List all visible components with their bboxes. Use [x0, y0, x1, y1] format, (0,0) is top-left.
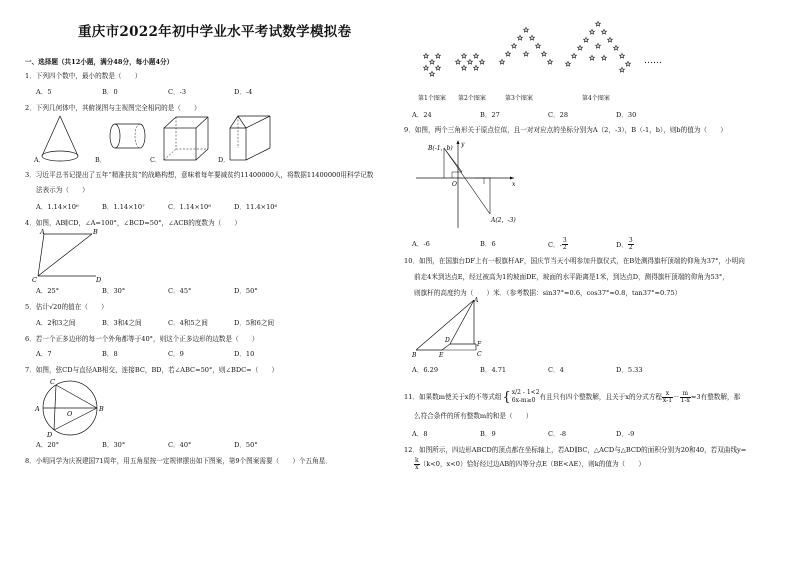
star-icon: [512, 43, 517, 48]
option-d: D．50°: [234, 441, 258, 449]
option-c: C．1.14×10⁸: [168, 203, 211, 211]
option-c-prefix: C．-: [548, 240, 562, 249]
question-11-line2: 么符合条件的所有整数m的和是（ ）: [414, 412, 533, 420]
minus-sign: －: [673, 392, 680, 401]
option-c: C．-3: [168, 88, 187, 96]
option-a: A．25°: [36, 287, 60, 295]
fraction-2: [680, 391, 691, 404]
point-d-label: D: [47, 431, 53, 438]
option-c: C．-8: [548, 430, 567, 438]
question-4: 4．如图，AB∥CD，∠A=100°，∠BCD=50°，∠ACB的度数为（ ）: [25, 219, 241, 227]
star-icon: [590, 55, 595, 60]
fraction-x: x: [415, 464, 419, 471]
star-icon: [456, 59, 461, 64]
inequality-1: x/2 - 1<2: [511, 389, 540, 396]
star-icon: [518, 35, 523, 40]
origin-o-label: O: [452, 181, 457, 188]
fraction-1: [662, 391, 673, 404]
question-1: 1．下列四个数中，最小的数是（ ）: [25, 72, 142, 80]
right-column: [398, 0, 794, 562]
point-c-label: C: [32, 276, 37, 284]
option-d: D．5.33: [616, 366, 643, 374]
star-icon: [572, 53, 577, 58]
question-4-figure: [30, 226, 110, 286]
star-icon: [626, 61, 631, 66]
star-icon: [474, 53, 479, 58]
option-a: A．7: [36, 350, 52, 358]
q11-stem-b: 有且只有四个整数解，且关于x的分式方程: [539, 392, 662, 401]
star-icon: [436, 53, 441, 58]
pattern-ellipsis: ……: [644, 56, 662, 66]
fraction-2-num: m: [680, 391, 691, 398]
star-icon: [524, 27, 529, 32]
question-10-line3: 则旗杆的高度约为（ ）米．（参考数据：sin37°≈0.6，cos37°≈0.8，tan37°≈0.75）: [414, 289, 682, 297]
option-d: [616, 238, 684, 251]
option-a: A．6.29: [412, 366, 439, 374]
point-a-label: A: [35, 405, 40, 413]
fraction-1-den: x-1: [662, 396, 673, 404]
option-a: A．24: [412, 111, 432, 119]
star-icon: [506, 51, 511, 56]
star-icon: [462, 65, 467, 70]
option-b: B．30°: [102, 287, 126, 295]
option-b: B．8: [102, 350, 118, 358]
option-c-num: 3: [562, 237, 567, 244]
question-3-options: [36, 203, 300, 211]
option-b: B．6: [480, 240, 496, 249]
center-o-label: O: [67, 410, 73, 418]
question-10-options: [412, 366, 684, 374]
star-icon: [430, 71, 435, 76]
point-d-label: D: [96, 276, 102, 284]
star-icon: [590, 29, 595, 34]
star-icon: [566, 61, 571, 66]
question-4-options: [36, 287, 300, 295]
star-icon: [584, 37, 589, 42]
inequality-system: [512, 389, 540, 405]
x-axis-label: x: [512, 181, 516, 188]
star-icon: [602, 55, 607, 60]
fraction-2-den: 1-x: [680, 396, 690, 404]
q11-stem-c: =3有整数解，那: [690, 392, 741, 401]
question-9: 9．如图，两个三角形关于原点位似，且一对对应点的坐标分别为A（2，-3），B（-1，b），则b的值为（ ）: [404, 126, 727, 134]
fraction-1-num: x: [662, 391, 673, 398]
pattern-label-2: 第2个图案: [458, 95, 486, 102]
question-10-figure: [410, 296, 500, 362]
left-column: [0, 0, 396, 562]
page-title: 重庆市2022年初中学业水平考试数学模拟卷: [78, 24, 352, 40]
question-6-options: [36, 350, 300, 358]
star-patterns: [418, 18, 678, 78]
q11-stem-a: 11．如果数m使关于x的不等式组: [404, 392, 502, 401]
option-b: B．1.14×10⁷: [102, 203, 145, 211]
option-c-fraction: [562, 238, 568, 251]
option-a: A．-6: [412, 240, 430, 249]
option-c: C．9: [168, 350, 184, 358]
point-b-coord: B(-1，b): [428, 145, 453, 152]
star-icon: [536, 43, 541, 48]
question-6: 6．若一个正多边形的每一个外角都等于40°，则这个正多边形的边数是（ ）: [25, 335, 259, 343]
question-12-line1: 12．如图所示，四边形ABCD的顶点都在坐标轴上，若AD∥BC，△ACD与△BCD的面积分别为20和40，若双曲线y=: [404, 446, 747, 454]
figure-label-b: B．: [95, 156, 107, 164]
fraction-k: k: [415, 457, 419, 464]
question-11-options: [412, 430, 684, 438]
option-d: D．50°: [234, 287, 258, 295]
option-b: B．9: [480, 430, 496, 438]
star-icon: [548, 59, 553, 64]
question-9-options: [412, 238, 684, 251]
pattern-label-1: 第1个图案: [418, 95, 446, 102]
point-c-label: C: [50, 378, 55, 386]
star-icon: [608, 37, 613, 42]
option-d-den: 2: [628, 244, 633, 251]
question-10-line1: 10．如图，在国旗台DF上有一根旗杆AF，国庆节当天小明参加升旗仪式，在B处测得旗杆顶端的仰角为37°，小明向: [404, 257, 745, 265]
pattern-label-4: 第4个图案: [582, 95, 610, 102]
prism-figure: [230, 116, 270, 160]
option-d: D．-9: [616, 430, 635, 438]
question-5: 5．估计√20的值在（ ）: [25, 303, 108, 311]
point-b-label: B: [412, 352, 417, 359]
figure-label-c: C．: [150, 156, 162, 164]
option-a: A．2和3之间: [36, 319, 76, 327]
question-2: 2．下列几何体中，其俯视图与主视图完全相同的是（ ）: [25, 104, 201, 112]
star-icon: [436, 65, 441, 70]
figure-label-a: A．: [34, 156, 46, 164]
option-d: D．11.4×10⁶: [234, 203, 278, 211]
option-a: A．8: [412, 430, 428, 438]
cone-figure: [42, 116, 78, 161]
point-a-label: A: [40, 228, 45, 236]
question-1-options: [36, 88, 300, 96]
question-8: 8．小明同学为庆祝建国71周年，用五角星按一定规律摆出如下图案，第9个图案需要（ ）个五角星．: [25, 457, 332, 465]
point-e-label: E: [439, 352, 444, 359]
star-icon: [462, 53, 467, 58]
option-d: D．-4: [234, 88, 253, 96]
option-b: B．4.71: [480, 366, 507, 374]
point-b-label: B: [99, 405, 104, 413]
figure-label-d: D．: [218, 156, 230, 164]
option-c-den: 2: [562, 244, 567, 251]
option-c: C．40°: [168, 441, 192, 449]
question-10-line2: 前走4米到达点E，经过被高为1的坡面DE，坡面的水平距离是1米，到达点D，测得旗杆顶端的仰角为53°，: [414, 273, 729, 281]
option-b: B．27: [480, 111, 500, 119]
option-c: C．4和5之间: [168, 319, 208, 327]
option-a: A．1.14×10⁶: [36, 203, 79, 211]
question-7-figure: [30, 374, 110, 438]
star-icon: [424, 53, 429, 58]
star-icon: [620, 67, 625, 72]
question-5-options: [36, 319, 300, 327]
question-7: 7．如图，弦CD与直径AB相交，连接BC，BD，若∠ABC=50°，则∠BDC=（ ）: [25, 366, 279, 374]
point-c-label: C: [477, 351, 482, 358]
option-b: B．30°: [102, 441, 126, 449]
y-axis-label: y: [461, 141, 465, 148]
option-d: D．30: [616, 111, 637, 119]
star-icon: [524, 51, 529, 56]
point-d-label: D: [445, 337, 450, 344]
option-d: D．10: [234, 350, 255, 358]
option-a: A．20°: [36, 441, 60, 449]
inequality-2: 6x-m≥0: [511, 397, 536, 405]
question-7-options: [36, 441, 300, 449]
option-c: C．45°: [168, 287, 192, 295]
star-icon: [542, 51, 547, 56]
option-b: B．0: [102, 88, 118, 96]
star-icon: [614, 45, 619, 50]
star-icon: [474, 65, 479, 70]
brace-icon: {: [502, 389, 511, 405]
star-icon: [596, 21, 601, 26]
star-icon: [430, 59, 435, 64]
question-9-figure: [414, 138, 524, 230]
star-icon: [480, 59, 485, 64]
option-b: B．3和4之间: [102, 319, 142, 327]
question-8-options: [412, 111, 684, 119]
point-a-label: A: [474, 297, 479, 304]
point-b-label: B: [93, 228, 98, 236]
star-icon: [530, 35, 535, 40]
star-icon: [602, 29, 607, 34]
q12-stem-2: （k<0，x<0）恰好经过边AB的四等分点E（BE<AE），则k的值为（ ）: [419, 460, 645, 469]
section-heading: 一、选择题（共12小题，满分48分，每小题4分）: [25, 58, 174, 66]
star-icon: [424, 65, 429, 70]
star-icon: [596, 43, 601, 48]
pattern-label-3: 第3个图案: [505, 95, 533, 102]
star-icon: [620, 53, 625, 58]
question-3-line2: 法表示为（ ）: [36, 186, 89, 194]
question-11-line1: [404, 389, 740, 405]
question-12-line2: [414, 458, 645, 471]
option-d: D．5和6之间: [234, 319, 275, 327]
option-c: C．28: [548, 111, 569, 119]
option-d-fraction: [628, 238, 634, 251]
cylinder-figure: [110, 124, 145, 148]
point-a-coord: A(2，-3): [491, 217, 516, 224]
option-d-prefix: D．: [616, 240, 628, 249]
option-a: A．5: [36, 88, 52, 96]
star-icon: [468, 59, 473, 64]
question-3-line1: 3．习近平总书记提出了五年“精准扶贫”的战略构想，意味着每年要减贫约11400000人，将数据11400000用科学记数: [25, 171, 374, 179]
star-icon: [578, 45, 583, 50]
option-d-num: 3: [628, 237, 633, 244]
option-c: C．4: [548, 366, 564, 374]
star-icon: [500, 59, 505, 64]
option-c: [548, 238, 616, 251]
point-f-label: F: [477, 341, 482, 348]
cube-figure: [164, 117, 208, 160]
